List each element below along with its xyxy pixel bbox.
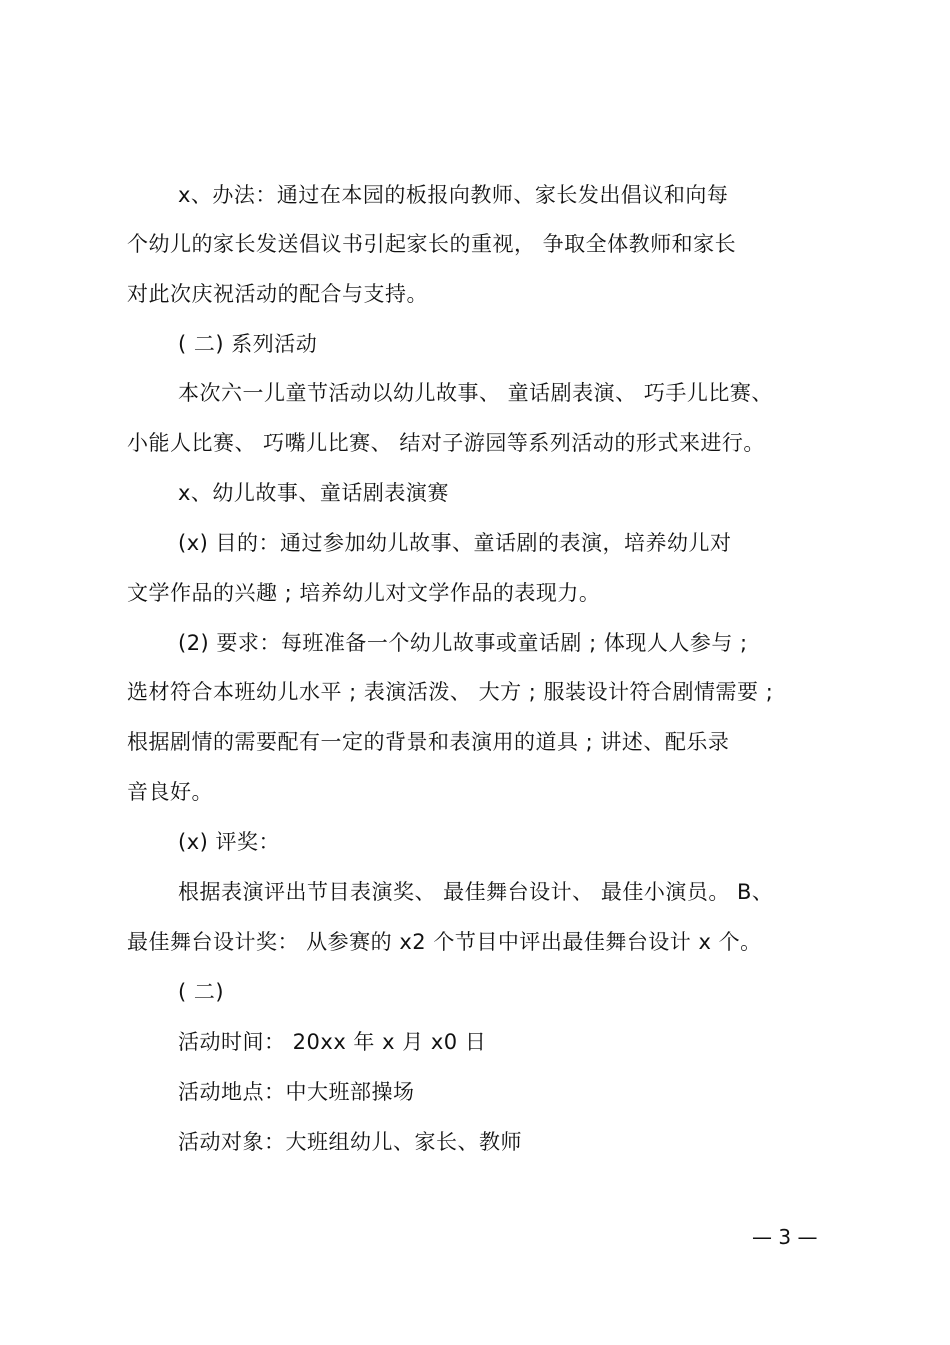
series-intro-line-2: 小能人比赛、 巧嘴儿比赛、 结对子游园等系列活动的形式来进行。 [127, 431, 765, 455]
section-heading-two: ( 二) [178, 980, 225, 1004]
method-line-2: 个幼儿的家长发送倡议书引起家长的重视， 争取全体教师和家长 [127, 232, 737, 256]
purpose-line-2: 文学作品的兴趣 ; 培养幼儿对文学作品的表现力。 [127, 581, 601, 605]
purpose-line-1: (x) 目的：通过参加幼儿故事、童话剧的表演，培养幼儿对 [178, 531, 732, 555]
activity-time: 活动时间： 20xx 年 x 月 x0 日 [178, 1030, 487, 1054]
awards-line-2: 最佳舞台设计奖： 从参赛的 x2 个节目中评出最佳舞台设计 x 个。 [127, 930, 762, 954]
subsection-heading-story-drama: x、幼儿故事、童话剧表演赛 [178, 481, 449, 505]
requirements-line-4: 音良好。 [127, 780, 213, 804]
section-heading-series-activities: ( 二) 系列活动 [178, 332, 318, 356]
method-line-1: x、办法：通过在本园的板报向教师、家长发出倡议和向每 [178, 183, 729, 207]
page-number: — 3 — [752, 1225, 818, 1249]
activity-location: 活动地点：中大班部操场 [178, 1080, 415, 1104]
requirements-line-2: 选材符合本班幼儿水平 ; 表演活泼、 大方 ; 服装设计符合剧情需要 ; [127, 680, 774, 704]
requirements-line-1: (2) 要求：每班准备一个幼儿故事或童话剧 ; 体现人人参与 ; [178, 631, 748, 655]
requirements-line-3: 根据剧情的需要配有一定的背景和表演用的道具 ; 讲述、配乐录 [127, 730, 730, 754]
method-line-3: 对此次庆祝活动的配合与支持。 [127, 282, 428, 306]
activity-participants: 活动对象：大班组幼儿、家长、教师 [178, 1130, 522, 1154]
awards-heading: (x) 评奖： [178, 830, 280, 854]
series-intro-line-1: 本次六一儿童节活动以幼儿故事、 童话剧表演、 巧手儿比赛、 [178, 381, 773, 405]
awards-line-1: 根据表演评出节目表演奖、 最佳舞台设计、 最佳小演员。 B、 [178, 880, 774, 904]
